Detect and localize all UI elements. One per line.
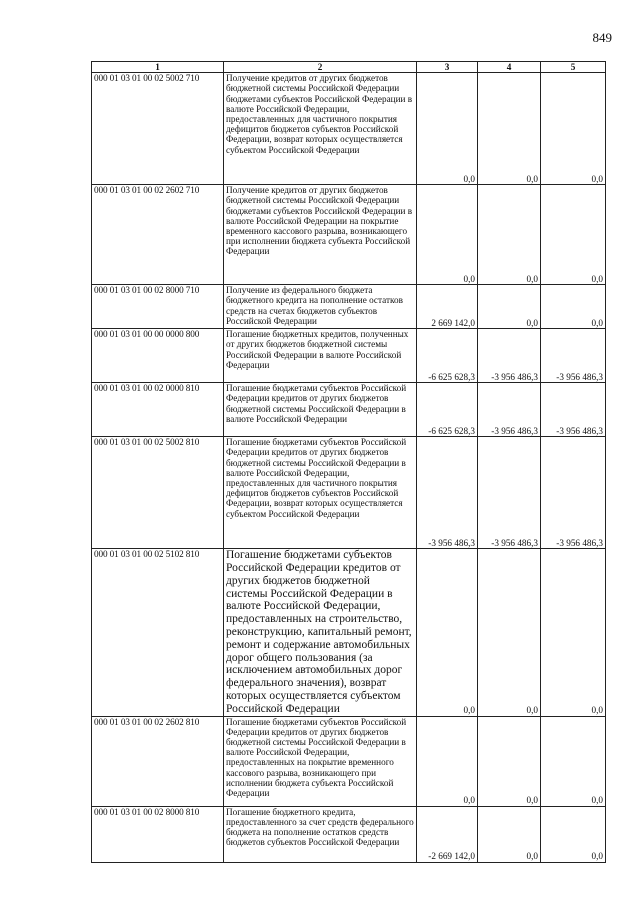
row-code: 000 01 03 01 00 02 8000 810 — [92, 806, 224, 862]
row-value-col3: -6 625 628,3 — [417, 329, 478, 383]
row-description: Погашение бюджетных кредитов, полученных от других бюджетов бюджетной системы Российской Федерации в валюте Российской Федерации — [224, 329, 417, 383]
row-value-col4: -3 956 486,3 — [478, 383, 541, 437]
row-description: Погашение бюджетами субъектов Российской Федерации кредитов от других бюджетов бюджетной системы Российской Федерации в валюте Российской Федерации — [224, 383, 417, 437]
row-value-col3: 0,0 — [417, 185, 478, 285]
row-code: 000 01 03 01 00 02 2602 810 — [92, 716, 224, 806]
table-row — [92, 329, 606, 383]
table-row — [92, 549, 606, 716]
row-value-col5: -3 956 486,3 — [541, 437, 606, 549]
row-code: 000 01 03 01 00 02 5102 810 — [92, 549, 224, 716]
row-description: Погашение бюджетами субъектов Российской Федерации кредитов от других бюджетов бюджетной системы Российской Федерации в валюте Российской Федерации, предоставленных на строительство, реконструкцию, капитальный ремонт, ремонт и содержание автомобильных дорог общего пользования (за исключением автомобильных дорог федерального значения), возврат которых осуществляется субъектом Российской Федерации — [224, 549, 417, 716]
row-value-col4: -3 956 486,3 — [478, 329, 541, 383]
row-code: 000 01 03 01 00 02 2602 710 — [92, 185, 224, 285]
row-value-col3: -3 956 486,3 — [417, 437, 478, 549]
table-row — [92, 806, 606, 862]
column-header: 3 — [417, 62, 478, 73]
row-value-col5: 0,0 — [541, 285, 606, 329]
page-number: 849 — [592, 30, 612, 45]
row-code: 000 01 03 01 00 02 5002 710 — [92, 73, 224, 185]
row-value-col5: 0,0 — [541, 806, 606, 862]
row-value-col4: 0,0 — [478, 806, 541, 862]
header-row — [92, 62, 606, 73]
row-value-col4: 0,0 — [478, 185, 541, 285]
row-value-col5: 0,0 — [541, 716, 606, 806]
column-header: 1 — [92, 62, 224, 73]
row-code: 000 01 03 01 00 02 5002 810 — [92, 437, 224, 549]
table-row — [92, 716, 606, 806]
column-header: 4 — [478, 62, 541, 73]
row-value-col4: 0,0 — [478, 73, 541, 185]
row-value-col3: -6 625 628,3 — [417, 383, 478, 437]
row-value-col5: 0,0 — [541, 549, 606, 716]
row-value-col3: 0,0 — [417, 73, 478, 185]
row-value-col3: -2 669 142,0 — [417, 806, 478, 862]
row-description: Погашение бюджетами субъектов Российской Федерации кредитов от других бюджетов бюджетной системы Российской Федерации в валюте Российской Федерации, предоставленных для частичного покрытия дефицитов бюджетов субъектов Российской Федерации, возврат которых осуществляется субъектом Российской Федерации — [224, 437, 417, 549]
row-value-col5: -3 956 486,3 — [541, 329, 606, 383]
row-description: Погашение бюджетного кредита, предоставленного за счет средств федерального бюджета на пополнение остатков средств бюджетов субъектов Российской Федерации — [224, 806, 417, 862]
row-value-col3: 2 669 142,0 — [417, 285, 478, 329]
row-description: Получение из федерального бюджета бюджетного кредита на пополнение остатков средств на счетах бюджетов субъектов Российской Федерации — [224, 285, 417, 329]
table-row — [92, 437, 606, 549]
budget-table — [91, 61, 606, 863]
row-description: Получение кредитов от других бюджетов бюджетной системы Российской Федерации бюджетами субъектов Российской Федерации в валюте Российской Федерации, предоставленных для частичного покрытия дефицитов бюджетов субъектов Российской Федерации, возврат которых осуществляется субъектом Российской Федерации — [224, 73, 417, 185]
table-row — [92, 185, 606, 285]
row-value-col5: -3 956 486,3 — [541, 383, 606, 437]
row-code: 000 01 03 01 00 02 8000 710 — [92, 285, 224, 329]
row-value-col4: 0,0 — [478, 549, 541, 716]
column-header: 5 — [541, 62, 606, 73]
row-description: Погашение бюджетами субъектов Российской Федерации кредитов от других бюджетов бюджетной системы Российской Федерации в валюте Российской Федерации, предоставленных на покрытие временного кассового разрыва, возникающего при исполнении бюджета субъекта Российской Федерации — [224, 716, 417, 806]
row-value-col5: 0,0 — [541, 185, 606, 285]
row-value-col3: 0,0 — [417, 716, 478, 806]
row-value-col5: 0,0 — [541, 73, 606, 185]
row-value-col4: 0,0 — [478, 285, 541, 329]
column-header: 2 — [224, 62, 417, 73]
row-code: 000 01 03 01 00 02 0000 810 — [92, 383, 224, 437]
row-value-col3: 0,0 — [417, 549, 478, 716]
row-description: Получение кредитов от других бюджетов бюджетной системы Российской Федерации бюджетами субъектов Российской Федерации в валюте Российской Федерации на покрытие временного кассового разрыва, возникающего при исполнении бюджета субъекта Российской Федерации — [224, 185, 417, 285]
row-value-col4: 0,0 — [478, 716, 541, 806]
row-value-col4: -3 956 486,3 — [478, 437, 541, 549]
table-row — [92, 73, 606, 185]
table-row — [92, 383, 606, 437]
table-row — [92, 285, 606, 329]
row-code: 000 01 03 01 00 00 0000 800 — [92, 329, 224, 383]
